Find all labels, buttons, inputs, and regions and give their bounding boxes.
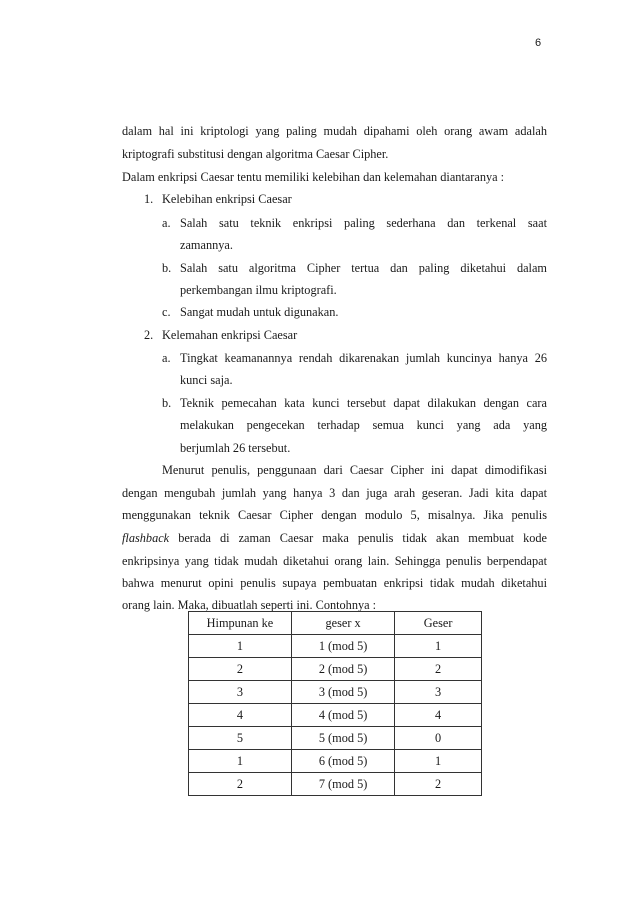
table-cell: 0	[395, 727, 482, 750]
list-item-title: Kelemahan enkripsi Caesar	[162, 328, 298, 342]
table-cell: 7 (mod 5)	[291, 773, 394, 796]
table-cell: 1	[395, 750, 482, 773]
table-cell: 3	[395, 681, 482, 704]
table-cell: 4	[395, 704, 482, 727]
table-cell: 2 (mod 5)	[291, 658, 394, 681]
table-cell: 2	[189, 773, 292, 796]
table-row	[189, 635, 482, 658]
table-cell: 2	[395, 773, 482, 796]
table-cell: 3	[189, 681, 292, 704]
paragraph-text: berada di zaman Caesar maka penulis tidak akan membuat kode	[178, 531, 548, 545]
sublist-line: berjumlah 26 tersebut.	[180, 441, 291, 455]
table-cell: 5	[189, 727, 292, 750]
table-cell: 1	[395, 635, 482, 658]
table-cell: 1	[189, 750, 292, 773]
sublist-label: b.	[162, 396, 172, 410]
paragraph-line: kriptografi substitusi dengan algoritma Caesar Cipher.	[122, 147, 389, 161]
table-cell: 2	[395, 658, 482, 681]
sublist-line: Teknik pemecahan kata kunci tersebut dapat dilakukan dengan cara	[180, 396, 547, 410]
paragraph-line: bahwa menurut opini penulis supaya pembuatan enkripsi tidak mudah diketahui	[122, 576, 547, 590]
paragraph-line: Menurut penulis, penggunaan dari Caesar Cipher ini dapat dimodifikasi	[162, 463, 547, 477]
paragraph-line: enkripsinya yang tidak mudah diketahui orang lain. Sehingga penulis berpendapat	[122, 554, 547, 568]
paragraph-line	[122, 531, 547, 545]
paragraph-line: dengan mengubah jumlah yang hanya 3 dan juga arah geseran. Jadi kita dapat	[122, 486, 547, 500]
table-cell: 2	[189, 658, 292, 681]
paragraph-line: Dalam enkripsi Caesar tentu memiliki kelebihan dan kelemahan diantaranya :	[122, 170, 505, 184]
sublist-line: Salah satu teknik enkripsi paling sederhana dan terkenal saat	[180, 216, 547, 230]
table-row	[189, 750, 482, 773]
table-row	[189, 773, 482, 796]
paragraph-line: dalam hal ini kriptologi yang paling mudah dipahami oleh orang awam adalah	[122, 124, 547, 138]
sublist-line: kunci saja.	[180, 373, 233, 387]
paragraph-line: menggunakan teknik Caesar Cipher dengan modulo 5, misalnya. Jika penulis	[122, 508, 547, 522]
list-number: 2.	[144, 328, 154, 342]
paragraph-line: orang lain. Maka, dibuatlah seperti ini. Contohnya :	[122, 598, 377, 612]
sublist-line: melakukan pengecekan terhadap semua kunci yang ada yang	[180, 418, 547, 432]
table-cell: 1 (mod 5)	[291, 635, 394, 658]
table-row	[189, 681, 482, 704]
table-row	[189, 658, 482, 681]
table-header-cell: geser x	[291, 612, 394, 635]
table-row	[189, 704, 482, 727]
table-cell: 1	[189, 635, 292, 658]
sublist-line: perkembangan ilmu kriptografi.	[180, 283, 337, 297]
italic-word: flashback	[122, 531, 170, 545]
sublist-line: Salah satu algoritma Cipher tertua dan paling diketahui dalam	[180, 261, 547, 275]
table-cell: 5 (mod 5)	[291, 727, 394, 750]
list-item-title: Kelebihan enkripsi Caesar	[162, 192, 292, 206]
table-cell: 4	[189, 704, 292, 727]
table-row	[189, 727, 482, 750]
list-number: 1.	[144, 192, 154, 206]
sublist-line: Sangat mudah untuk digunakan.	[180, 305, 339, 319]
sublist-line: Tingkat keamanannya rendah dikarenakan jumlah kuncinya hanya 26	[180, 351, 547, 365]
table-header-cell: Himpunan ke	[189, 612, 292, 635]
page-number: 6	[535, 37, 542, 49]
table-cell: 3 (mod 5)	[291, 681, 394, 704]
shift-table	[188, 611, 482, 796]
table-cell: 6 (mod 5)	[291, 750, 394, 773]
table-header-cell: Geser	[395, 612, 482, 635]
sublist-label: b.	[162, 261, 172, 275]
sublist-label: a.	[162, 216, 171, 230]
sublist-line: zamannya.	[180, 238, 233, 252]
sublist-label: a.	[162, 351, 171, 365]
table-header-row	[189, 612, 482, 635]
sublist-label: c.	[162, 305, 171, 319]
table-cell: 4 (mod 5)	[291, 704, 394, 727]
